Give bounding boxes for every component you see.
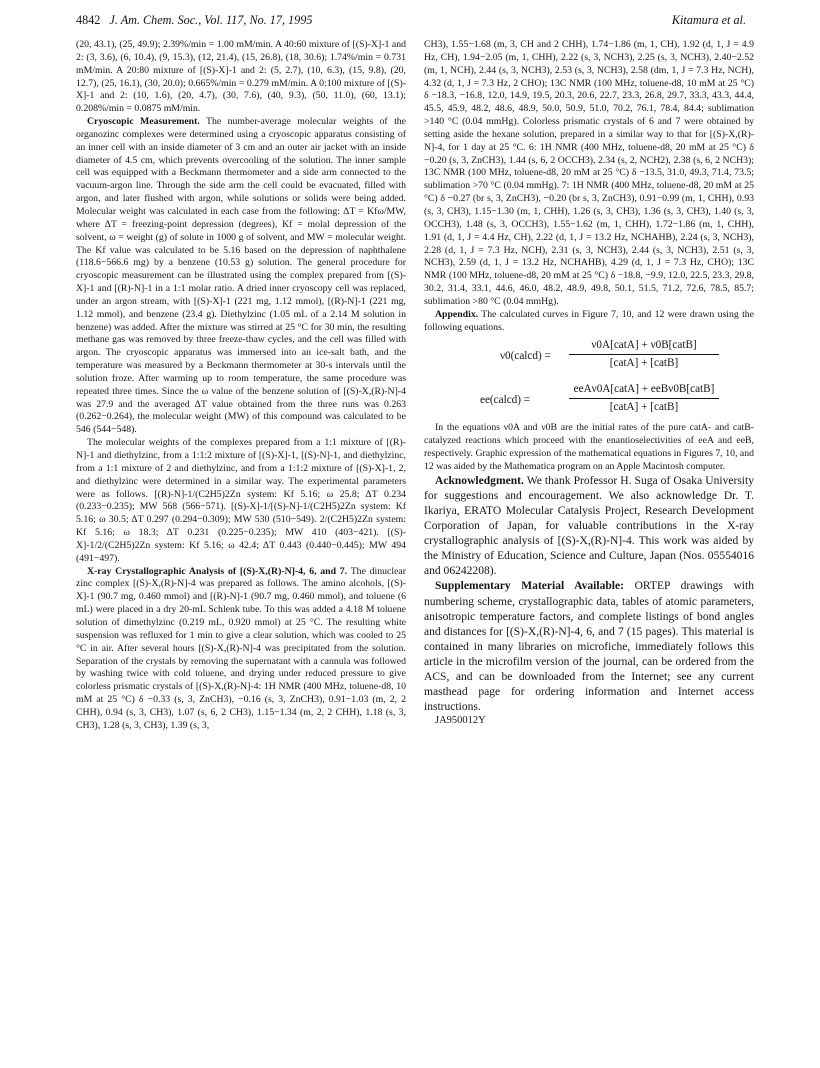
journal-citation: J. Am. Chem. Soc., Vol. 117, No. 17, 1995	[109, 13, 313, 27]
header-authors: Kitamura et al.	[671, 13, 746, 27]
acknowledgment-paragraph	[424, 474, 754, 580]
molecular-weight-paragraph: The molecular weights of the complexes prepared from a 1:1 mixture of [(R)-N]-1 and diethylzinc, from a 1:1:2 mixture of [(S)-X]-1, [(S)-N]-1, and diethylzinc, from a 1:1 mixture of 2 and diethylzinc, and from a 1:1:2 mixture of [(S)-X]-1, 2, and diethylzinc were determined in a similar way. The experimental parameters were as follows. [(R)-N]-1/(C2H5)2Zn system: Kf 5.16; ω 25.8; ΔT 0.234 (0.233−0.235); MW 568 (566−571). [(S)-X]-1/[(S)-N]-1/(C2H5)2Zn system: Kf 5.16; ω 30.5; ΔT 0.297 (0.294−0.309); MW 530 (510−549). 2/(C2H5)2Zn system: Kf 5.16; ω 18.3; ΔT 0.231 (0.225−0.235); MW 410 (403−421). [(S)-X]-1/2/(C2H5)2Zn system: Kf 5.16; ω 42.4; ΔT 0.443 (0.440−0.445); MW 494 (491−497).	[76, 437, 406, 564]
acknowledgment-text: We thank Professor H. Suga of Osaka University for suggestions and encouragement. We also acknowledge Dr. T. Ikariya, ERATO Molecular Catalysis Project, Research Development Corporation of Japan, for valuable contributions in the X-ray crystallographic analysis of [(S)-X,(R)-N]-4. This work was aided by the Ministry of Education, Science and Culture, Japan (Nos. 05554016 and 06242208).	[424, 474, 754, 578]
equation-rate	[424, 338, 754, 378]
appendix-text: The calculated curves in Figure 7, 10, and 12 were drawn using the following equations.	[424, 308, 754, 333]
manuscript-id: JA950012Y	[435, 715, 486, 727]
equation-ee	[424, 382, 754, 422]
running-header	[76, 13, 746, 31]
right-column	[424, 39, 754, 728]
kinetics-data-paragraph: (20, 43.1), (25, 49.9); 2.39%/min = 1.00 mM/min. A 40:60 mixture of [(S)-X]-1 and 2: (3, 3.6), (6, 10.4), (9, 15.3), (12, 21.4), (15, 26.8), (18, 30.6); 1.74%/min = 0.731 mM/min. A 20:80 mixture of [(S)-X]-1 and 2: (5, 2.7), (10, 6.3), (15, 9.8), (20, 12.7), (25, 16.1), (30, 20.0); 0.665%/min = 0.279 mM/min. A 0:100 mixture of [(S)-X]-1 and 2: (10, 1.6), (20, 4.7), (30, 7.6), (40, 9.3), (50, 11.0), (60, 13.1); 0.208%/min = 0.0875 mM/min.	[76, 39, 406, 115]
xray-paragraph	[76, 566, 406, 733]
xray-heading: X-ray Crystallographic Analysis of [(S)-X,(R)-N]-4, 6, and 7.	[87, 565, 348, 577]
equation-ee-fraction	[569, 383, 719, 414]
equation-note-paragraph: In the equations ν0A and ν0B are the initial rates of the pure catA- and catB-catalyzed reactions which proceed with the enantioselectivities of eeA and eeB, respectively. Graphic expression of the mathematical equations in Figures 7, 10, and 12 was aided by the Mathematica program on an Apple Macintosh computer.	[424, 422, 754, 472]
appendix-heading: Appendix.	[435, 308, 479, 320]
equation-rate-lhs: ν0(calcd) =	[500, 350, 551, 363]
page-number: 4842	[76, 13, 101, 27]
cryoscopic-paragraph	[76, 116, 406, 437]
nmr-data-paragraph: CH3), 1.55−1.68 (m, 3, CH and 2 CHH), 1.74−1.86 (m, 1, CH), 1.92 (d, 1, J = 4.9 Hz, CH), 1.94−2.05 (m, 1, CHH), 2.22 (s, 3, NCH3), 2.25 (s, 3, NCH3), 2.40−2.52 (m, 1, NCH), 2.44 (s, 3, NCH3), 2.53 (s, 3, NCH3), 2.58 (dm, 1, J = 7.3 Hz, NCH), 4.32 (d, 1, J = 7.3 Hz, 2 CHO); 13C NMR (100 MHz, toluene-d8, 10 mM at 25 °C) δ −18.3, −16.8, 12.0, 14.9, 19.5, 20.3, 20.6, 22.7, 23.3, 26.8, 29.7, 33.3, 43.3, 44.4, 45.5, 45.9, 48.2, 48.6, 48.9, 50.0, 50.9, 51.0, 70.2, 76.1, 78.4, 84.4; sublimation >140 °C (0.04 mmHg). Colorless prismatic crystals of 6 and 7 were obtained by setting aside the hexane solution, prepared in a similar way to that for [(S)-X,(R)-N]-4, for 1 day at 25 °C. 6: 1H NMR (400 MHz, toluene-d8, 20 mM at 25 °C) δ −0.20 (s, 3, ZnCH3), 1.44 (s, 6, 2 OCCH3), 2.34 (s, 2, NCH2), 2.38 (s, 6, 2 NCH3); 13C NMR (100 MHz, toluene-d8, 20 mM at 25 °C) δ −13.5, 31.0, 49.3, 71.4, 73.5; sublimation >70 °C (0.04 mmHg). 7: 1H NMR (400 MHz, toluene-d8, 20 mM at 25 °C) δ −0.27 (br s, 3, ZnCH3), −0.20 (br s, 3, ZnCH3), 0.91−0.99 (m, 1, CHH), 0.93 (s, 3, CH3), 1.15−1.30 (m, 1, CHH), 1.26 (s, 3, CH3), 1.36 (s, 3, CH3), 1.40 (s, 3, OCCH3), 1.48 (s, 3, OCCH3), 1.55−1.62 (m, 1, CHH), 1.72−1.86 (m, 1, CHH), 1.91 (d, 1, J = 4.4 Hz, CH), 2.22 (d, 1, J = 13.2 Hz, NCHAHB), 2.24 (s, 3, NCH3), 2.28 (d, 1, J = 7.3 Hz, NCH), 2.31 (s, 3, NCH3), 2.44 (s, 3, NCH3), 2.51 (s, 3, NCH3), 2.59 (d, 1, J = 13.2 Hz, NCHAHB), 4.29 (d, 1, J = 7.3 Hz, CHO); 13C NMR (100 MHz, toluene-d8, 20 mM at 25 °C) δ −18.8, −9.9, 12.0, 22.5, 23.3, 29.8, 30.2, 31.4, 33.1, 44.6, 46.0, 48.2, 48.9, 49.8, 50.1, 51.5, 71.2, 72.6, 78.5, 85.7; sublimation >80 °C (0.04 mmHg).	[424, 39, 754, 307]
equation-ee-denominator: [catA] + [catB]	[609, 401, 679, 414]
cryoscopic-heading: Cryoscopic Measurement.	[87, 116, 200, 128]
appendix-paragraph	[424, 309, 754, 335]
left-column	[76, 39, 406, 733]
header-left	[76, 13, 312, 28]
cryoscopic-text: The number-average molecular weights of the organozinc complexes were determined using a cryoscopic apparatus consisting of an inner cell with an inside diameter of 3 cm and an outer air jacket with an inside diameter of 4.5 cm, which prevents overcooling of the solution. The inner sample cell was equipped with a Beckmann thermometer and a side arm connected to the vacuum-argon line. Through the side arm the cell could be evacuated, filled with argon, and later flushed with argon, while solutions or solids were being added. Molecular weight was calculated in each case from the following: ΔT = Kfω/MW, where ΔT = freezing-point depression (degrees), Kf = molal depression of the solvent, ω = weight (g) of solute in 1000 g of solvent, and MW = molecular weight. The Kf value was calculated to be 5.16 based on the depression of naphthalene (118.6−566.6 mg) by a benzene (10.53 g) solution. The general procedure for cryoscopic measurement can be illustrated using the complex prepared from [(S)-X]-1 and [(R)-N]-1 in a 1:1 molar ratio. A dried inner cryoscopy cell was replaced, under an argon stream, with [(S)-X]-1 (221 mg, 1.12 mmol), [(R)-N]-1 (221 mg, 1.12 mmol), and benzene (23.4 g). Diethylzinc (1.05 mL of a 2.14 M solution in benzene) was added. After the mixture was stirred at 25 °C for 30 min, the resulting methane gas was removed by three freeze-thaw cycles, and the cell was filled with argon. The cryoscopic apparatus was immersed into an ice-salt bath, and the temperature was measured by a Beckmann thermometer at 30-s intervals until the solution froze. After warming up to room temperature, the same procedure was repeated three times. Since the ω value of the benzene solution of [(S)-X,(R)-N]-4 was 27.9 and the averaged ΔT value obtained from the three runs was 0.263 (0.262−0.264), the molecular weight (MW) of this compound was calculated to be 546 (544−548).	[76, 116, 406, 436]
xray-text: The dinuclear zinc complex [(S)-X,(R)-N]-4 was prepared as follows. The amino alcohols, [(S)-X]-1 (90.7 mg, 0.460 mmol) and [(R)-N]-1 (90.7 mg, 0.460 mmol), and toluene (6 mL) were placed in a dry 20-mL Schlenk tube. To this was added a 4.18 M toluene solution of dimethylzinc (0.219 mL, 0.920 mmol) at 25 °C. The resulting white suspension was refluxed for 1 min to give a clear solution, which was cooled to 25 °C in air. After several hours [(S)-X,(R)-N]-4 was precipitated from the solution. Separation of the crystals by removing the supernatant with a cannula was followed by washing twice with cold toluene, and drying under reduced pressure to give colorless prismatic crystals of [(S)-X,(R)-N]-4: 1H NMR (400 MHz, toluene-d8, 10 mM at 25 °C) δ −0.33 (s, 3, ZnCH3), −0.16 (s, 3, ZnCH3), 0.91−1.03 (m, 2, 2 CHH), 0.94 (s, 3, CH3), 1.07 (s, 6, 2 CH3), 1.15−1.34 (m, 2, 2 CHH), 1.18 (s, 3, CH3), 1.28 (s, 3, CH3), 1.39 (s, 3,	[76, 565, 406, 731]
equation-rate-denominator: [catA] + [catB]	[609, 357, 679, 370]
equation-rate-fraction	[569, 339, 719, 370]
supplementary-heading: Supplementary Material Available:	[435, 580, 624, 593]
equation-ee-numerator: eeAν0A[catA] + eeBν0B[catB]	[569, 383, 719, 399]
supplementary-paragraph	[424, 579, 754, 715]
supplementary-text: ORTEP drawings with numbering scheme, crystallographic data, tables of atomic parameters, anisotropic temperature factors, and complete listings of bond angles and distances for [(S)-X,(R)-N]-4, 6, and 7 (15 pages). This material is contained in many libraries on microfiche, immediately follows this article in the microfilm version of the journal, can be ordered from the ACS, and can be downloaded from the Internet; see any current masthead page for ordering information and Internet access instructions.	[424, 580, 754, 714]
equation-rate-numerator: ν0A[catA] + ν0B[catB]	[569, 339, 719, 355]
acknowledgment-heading: Acknowledgment.	[435, 474, 524, 487]
equation-ee-lhs: ee(calcd) =	[480, 394, 531, 407]
